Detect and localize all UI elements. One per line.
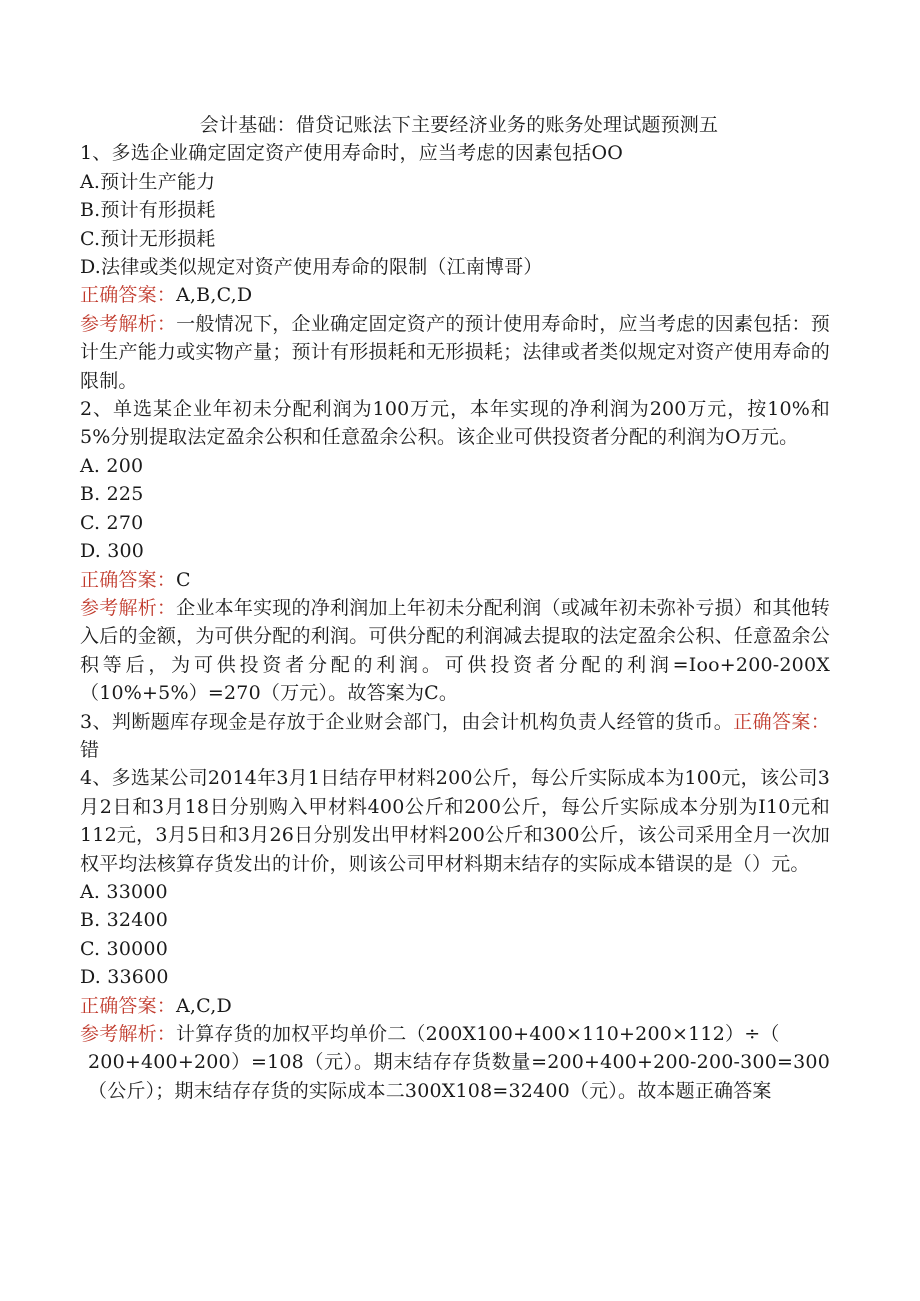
question-1-option-a: A.预计生产能力 <box>80 170 216 193</box>
question-1-option-c: C.预计无形损耗 <box>80 227 216 250</box>
answer-label: 正确答案： <box>80 994 177 1017</box>
question-1-option-b: B.预计有形损耗 <box>80 199 216 222</box>
question-4-answer-value: A,C,D <box>176 994 232 1017</box>
question-4-option-d: D. 33600 <box>80 966 169 989</box>
question-2-answer-value: C <box>176 568 191 591</box>
document-page <box>80 111 830 1105</box>
question-1-analysis <box>80 310 830 395</box>
question-4-answer <box>80 992 830 1020</box>
question-4-analysis <box>80 1020 830 1048</box>
question-2-analysis <box>80 594 830 708</box>
question-1-option-d: D.法律或类似规定对资产使用寿命的限制（江南博哥） <box>80 256 543 279</box>
question-2-option-b: B. 225 <box>80 483 144 506</box>
question-4-option-a: A. 33000 <box>80 880 168 903</box>
answer-label: 正确答案： <box>80 568 177 591</box>
question-3-stem: 3、判断题库存现金是存放于企业财会部门，由会计机构负责人经管的货币。 <box>80 710 734 733</box>
question-2-option-a: A. 200 <box>80 454 144 477</box>
question-1-stem: 1、多选企业确定固定资产使用寿命时，应当考虑的因素包括OO <box>80 142 624 165</box>
question-2-option-c: C. 270 <box>80 511 144 534</box>
question-3-answer-value: 错 <box>80 738 100 761</box>
question-1-analysis-text: 一般情况下，企业确定固定资产的预计使用寿命时，应当考虑的因素包括：预计生产能力或实物产量；预计有形损耗和无形损耗；法律或者类似规定对资产使用寿命的限制。 <box>80 312 830 392</box>
answer-label: 正确答案： <box>80 284 177 307</box>
document-title: 会计基础：借贷记账法下主要经济业务的账务处理试题预测五 <box>199 114 719 136</box>
question-2-option-d: D. 300 <box>80 540 145 563</box>
question-3-block <box>80 708 830 765</box>
question-4-analysis-continued: 200+400+200）=108（元）。期末结存存货数量=200+400+200-200-300=300（公斤）；期末结存存货的实际成本二300X108=32400（元）。故本题正确答案 <box>88 1051 830 1102</box>
question-3-answer-label-end: 确答案： <box>752 710 831 733</box>
question-4-stem: 4、多选某公司2014年3月1日结存甲材料200公斤，每公斤实际成本为100元，该公司3月2日和3月18日分别购入甲材料400公斤和200公斤，每公斤实际成本分别为I10元和112元，3月5日和3月26日分别发出甲材料200公斤和300公斤，该公司采用全月一次加权平均法核算存货发出的计价，则该公司甲材料期末结存的实际成本错误的是（）元。 <box>80 767 830 875</box>
question-4-option-b: B. 32400 <box>80 909 169 932</box>
question-2-answer <box>80 566 830 594</box>
analysis-label: 参考解析： <box>80 596 177 619</box>
question-4-option-c: C. 30000 <box>80 937 168 960</box>
analysis-label: 参考解析： <box>80 312 177 335</box>
question-1-answer <box>80 281 830 309</box>
question-2-stem: 2、单选某企业年初未分配利润为100万元，本年实现的净利润为200万元，按10%和5%分别提取法定盈余公积和任意盈余公积。该企业可供投资者分配的利润为O万元。 <box>80 398 830 449</box>
analysis-label: 参考解析： <box>80 1023 177 1045</box>
question-3-answer-label-start: 正 <box>733 710 753 733</box>
question-1-answer-value: A,B,C,D <box>176 284 253 307</box>
question-4-analysis-first: 计算存货的加权平均单价二（200X100+400×110+200×112）÷（ <box>176 1023 780 1045</box>
question-2-analysis-text: 企业本年实现的净利润加上年初未分配利润（或减年初未弥补亏损）和其他转入后的金额，为可供分配的利润。可供分配的利润减去提取的法定盈余公积、任意盈余公积等后，为可供投资者分配的利润。可供投资者分配的利润=Ioo+200-200X（10%+5%）=270（万元）。故答案为C。 <box>80 596 830 705</box>
